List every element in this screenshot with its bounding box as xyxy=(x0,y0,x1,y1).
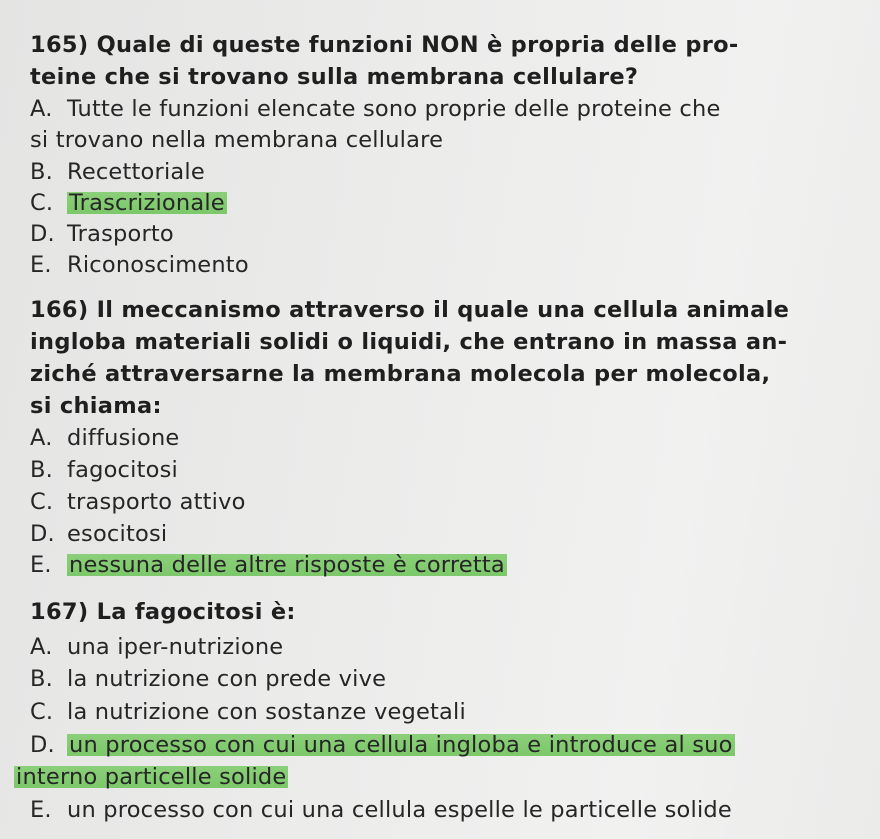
option-letter: B. xyxy=(30,666,53,692)
question-167-option-e xyxy=(30,795,732,825)
option-text: Riconoscimento xyxy=(67,252,249,278)
question-166-option-e xyxy=(30,550,507,580)
question-166-title-line-1: 166) Il meccanismo attraverso il quale una cellula animale xyxy=(30,297,790,323)
option-letter: D. xyxy=(30,521,55,547)
option-letter: D. xyxy=(30,221,55,247)
option-text: una iper-nutrizione xyxy=(67,634,284,660)
question-166-title-line-4: si chiama: xyxy=(30,393,162,419)
question-165-option-a xyxy=(30,94,721,124)
option-text: esocitosi xyxy=(67,521,168,547)
option-letter: D. xyxy=(30,732,55,758)
option-text: Tutte le funzioni elencate sono proprie delle proteine che xyxy=(67,96,721,122)
option-letter: E. xyxy=(30,552,52,578)
option-letter: A. xyxy=(30,634,53,660)
highlighted-answer: Trascrizionale xyxy=(69,190,225,216)
highlighted-answer: un processo con cui una cellula ingloba e introduce al suo xyxy=(69,732,733,758)
option-letter: A. xyxy=(30,96,53,122)
option-letter: B. xyxy=(30,457,53,483)
question-165-option-d xyxy=(30,219,174,249)
option-letter: C. xyxy=(30,489,54,515)
question-166-option-d xyxy=(30,519,167,549)
question-166-option-b xyxy=(30,455,178,485)
option-letter: E. xyxy=(30,797,52,823)
option-letter: C. xyxy=(30,699,54,725)
question-167-option-c xyxy=(30,697,466,727)
question-166-title-line-2: ingloba materiali solidi o liquidi, che entrano in massa an- xyxy=(30,329,788,355)
question-167-option-d-continued xyxy=(14,762,288,792)
option-letter: C. xyxy=(30,190,54,216)
question-165-option-e xyxy=(30,250,249,280)
option-text: trasporto attivo xyxy=(67,489,246,515)
option-text: diffusione xyxy=(67,425,180,451)
option-text: la nutrizione con prede vive xyxy=(67,666,387,692)
option-text: fagocitosi xyxy=(67,457,178,483)
option-text: Trasporto xyxy=(67,221,174,247)
question-166-option-a xyxy=(30,423,179,453)
question-166-title-line-3: ziché attraversarne la membrana molecola per molecola, xyxy=(30,361,771,387)
highlighted-answer: nessuna delle altre risposte è corretta xyxy=(69,552,505,578)
question-165-title-line-2: teine che si trovano sulla membrana cellulare? xyxy=(30,64,639,90)
question-167-option-a xyxy=(30,632,283,662)
option-letter: E. xyxy=(30,252,52,278)
question-165-option-a-continued: si trovano nella membrana cellulare xyxy=(30,127,444,153)
question-165-title-line-1: 165) Quale di queste funzioni NON è propria delle pro- xyxy=(30,32,739,58)
question-167-title: 167) La fagocitosi è: xyxy=(30,599,296,625)
question-167-option-d xyxy=(30,730,735,760)
option-letter: B. xyxy=(30,159,53,185)
question-166-option-c xyxy=(30,487,246,517)
question-167-option-b xyxy=(30,664,386,694)
option-text: Recettoriale xyxy=(67,159,205,185)
option-letter: A. xyxy=(30,425,53,451)
question-165-option-b xyxy=(30,157,205,187)
option-text: un processo con cui una cellula espelle le particelle solide xyxy=(67,797,732,823)
highlighted-answer-continued: interno particelle solide xyxy=(16,764,287,790)
question-165-option-c xyxy=(30,188,227,218)
option-text: la nutrizione con sostanze vegetali xyxy=(67,699,466,725)
